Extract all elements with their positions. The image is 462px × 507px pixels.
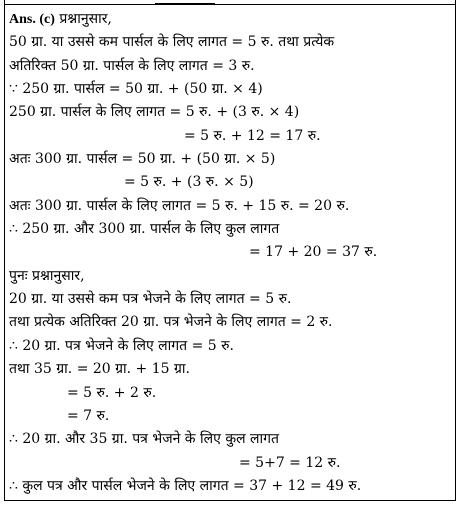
answer-line-18: ∴ 20 ग्रा. और 35 ग्रा. पत्र भेजने के लिए कुल लागत (9, 431, 279, 448)
answer-line-20: ∴ कुल पत्र और पार्सल भेजने के लिए लागत = 37 + 12 = 49 रु. (9, 477, 362, 494)
answer-header-line (9, 8, 455, 31)
answer-line-14: ∴ 20 ग्रा. पत्र भेजने के लिए लागत = 5 रु. (9, 337, 234, 354)
answer-line-15: तथा 35 ग्रा. = 20 ग्रा. + 15 ग्रा. (9, 361, 190, 378)
answer-line-12: 20 ग्रा. या उससे कम पत्र भेजने के लिए लागत = 5 रु. (9, 291, 292, 308)
answer-line-5: = 5 रु. + 12 = 17 रु. (184, 127, 321, 144)
answer-line-19: = 5+7 = 12 रु. (239, 454, 341, 471)
answer-line-9: ∴ 250 ग्रा. और 300 ग्रा. पार्सल के लिए कुल लागत (9, 221, 280, 238)
answer-line-2: अतिरिक्त 50 ग्रा. पार्सल के लिए लागत = 3 रु. (9, 57, 255, 74)
answer-label: Ans. (c) (9, 12, 55, 27)
answer-line-16: = 5 रु. + 2 रु. (67, 384, 157, 401)
answer-line-13: तथा प्रत्येक अतिरिक्त 20 ग्रा. पत्र भेजने के लिए लागत = 2 रु. (9, 314, 333, 331)
answer-line-3: ∵ 250 ग्रा. पार्सल = 50 ग्रा. + (50 ग्रा. × 4) (9, 81, 263, 98)
answer-line-10: = 17 + 20 = 37 रु. (249, 244, 378, 261)
answer-line-0: प्रश्नानुसार, (59, 11, 112, 27)
answer-line-7: = 5 रु. + (3 रु. × 5) (124, 174, 254, 191)
answer-line-4: 250 ग्रा. पार्सल के लिए लागत = 5 रु. + (3 रु. × 4) (9, 104, 300, 121)
answer-line-11: पुनः प्रश्नानुसार, (9, 267, 85, 284)
answer-box (4, 4, 456, 501)
answer-line-8: अतः 300 ग्रा. पार्सल के लिए लागत = 5 रु. + 15 रु. = 20 रु. (9, 197, 350, 214)
answer-line-1: 50 ग्रा. या उससे कम पार्सल के लिए लागत = 5 रु. तथा प्रत्येक (9, 34, 335, 51)
answer-line-6: अतः 300 ग्रा. पार्सल = 50 ग्रा. + (50 ग्रा. × 5) (9, 151, 276, 168)
answer-line-17: = 7 रु. (67, 407, 110, 424)
